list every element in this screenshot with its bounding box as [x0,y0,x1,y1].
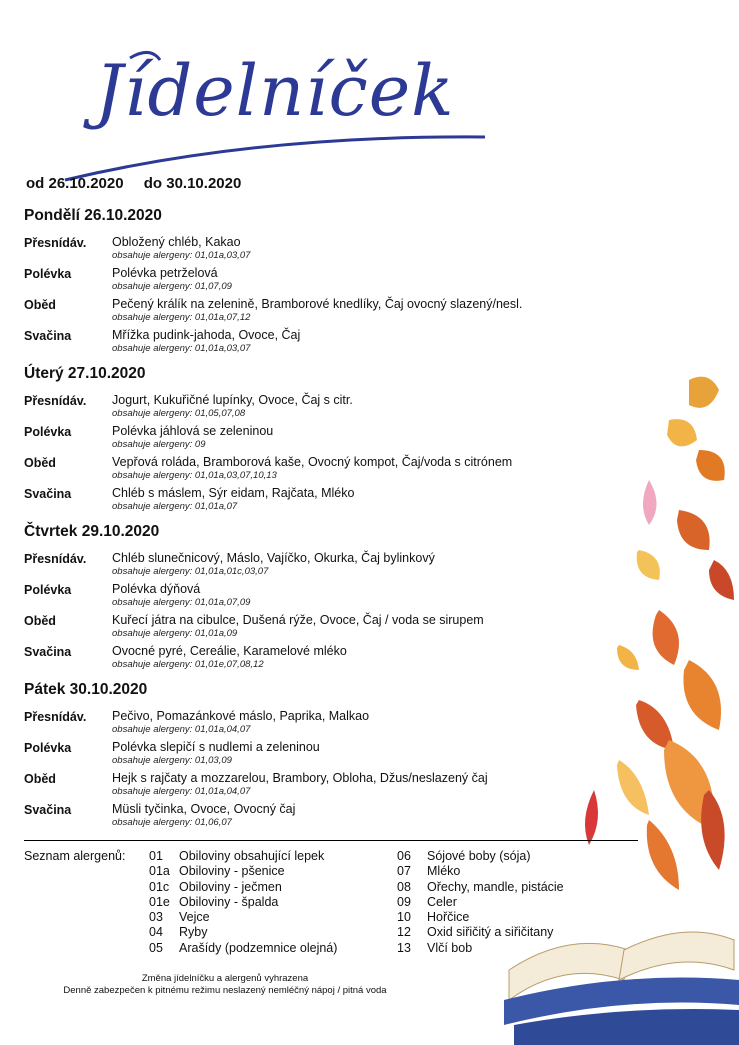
allergen-code: 04 [149,925,163,940]
meal-label: Svačina [24,645,72,659]
day-title: Pondělí 26.10.2020 [24,207,162,224]
allergen-item [397,941,657,956]
meal-allergens: obsahuje alergeny: 01,03,09 [112,755,232,766]
divider [24,840,638,841]
allergen-name: Obiloviny - ječmen [179,879,282,894]
allergen-name: Ořechy, mandle, pistácie [427,879,564,894]
meal-allergens: obsahuje alergeny: 01,06,07 [112,817,232,828]
meal-allergens: obsahuje alergeny: 01,07,09 [112,281,232,292]
allergen-list-label: Seznam alergenů: [24,849,126,863]
allergen-name: Vejce [179,910,210,925]
allergen-name: Obiloviny - špalda [179,894,279,909]
date-from: od 26.10.2020 [26,175,124,192]
allergen-name: Obiloviny obsahující lepek [179,849,325,863]
meal-text: Müsli tyčinka, Ovoce, Ovocný čaj [112,802,296,816]
meal-text: Polévka dýňová [112,582,201,596]
meal-allergens: obsahuje alergeny: 01,01a,04,07 [112,786,251,797]
meal-label: Polévka [24,741,72,755]
allergen-code: 03 [149,910,163,925]
meal-row [24,424,624,455]
meal-row [24,297,624,328]
meal-label: Svačina [24,803,72,817]
meal-row [24,802,624,833]
allergen-name: Arašídy (podzemnice olejná) [179,940,338,955]
meal-allergens: obsahuje alergeny: 01,01a,03,07 [112,250,251,261]
allergen-name: Vlčí bob [427,940,473,955]
allergen-item [397,849,657,864]
allergen-name: Celer [427,894,457,909]
meal-text: Polévka jáhlová se zeleninou [112,424,274,438]
allergen-item [397,910,657,925]
page-title: Jídelníček [95,50,455,132]
allergen-code: 06 [397,849,411,863]
meal-row [24,235,624,266]
meal-row [24,266,624,297]
meal-row [24,771,624,802]
meal-label: Polévka [24,583,72,597]
meal-label: Polévka [24,267,72,281]
meal-row [24,709,624,740]
date-range [26,175,257,192]
allergen-code: 01e [149,894,170,909]
meal-text: Obložený chléb, Kakao [112,235,241,249]
allergen-code: 07 [397,864,411,879]
allergen-item [149,925,409,940]
allergen-item [149,910,409,925]
meal-text: Ovocné pyré, Cereálie, Karamelové mléko [112,644,347,658]
allergen-code: 01c [149,879,170,894]
allergen-column [397,849,657,956]
meal-label: Přesnídáv. [24,236,87,250]
meal-label: Oběd [24,298,56,312]
allergen-item [397,895,657,910]
meal-label: Přesnídáv. [24,394,87,408]
meal-allergens: obsahuje alergeny: 01,01a,07 [112,501,238,512]
allergen-code: 01 [149,849,163,863]
meal-allergens: obsahuje alergeny: 09 [112,439,206,450]
meal-allergens: obsahuje alergeny: 01,01a,03,07,10,13 [112,470,277,481]
allergen-name: Hořčice [427,910,470,925]
day-title: Čtvrtek 29.10.2020 [24,523,160,540]
meal-text: Chléb slunečnicový, Máslo, Vajíčko, Okurka, Čaj bylinkový [112,551,435,565]
meal-label: Oběd [24,614,56,628]
allergen-code: 08 [397,879,411,894]
allergen-item [397,864,657,879]
meal-text: Kuřecí játra na cibulce, Dušená rýže, Ovoce, Čaj / voda se sirupem [112,613,484,627]
date-to: do 30.10.2020 [143,175,242,192]
allergen-code: 12 [397,925,411,940]
meal-row [24,486,624,517]
day-block [24,365,624,517]
meal-text: Jogurt, Kukuřičné lupínky, Ovoce, Čaj s citr. [112,393,353,407]
meal-allergens: obsahuje alergeny: 01,01a,09 [112,628,238,639]
allergen-code: 13 [397,940,411,955]
allergen-code: 01a [149,864,170,879]
meal-text: Hejk s rajčaty a mozzarelou, Brambory, Obloha, Džus/neslazený čaj [112,771,488,785]
allergen-item [149,864,409,879]
note-line: Změna jídelníčku a alergenů vyhrazena [141,973,309,984]
meal-text: Polévka petrželová [112,266,218,280]
meal-label: Polévka [24,425,72,439]
meal-allergens: obsahuje alergeny: 01,05,07,08 [112,408,246,419]
meal-label: Svačina [24,329,72,343]
meal-row [24,644,624,675]
meal-text: Pečivo, Pomazánkové máslo, Paprika, Malkao [112,709,370,723]
allergen-item [149,880,409,895]
day-block [24,681,624,833]
allergen-name: Mléko [427,864,461,879]
meal-allergens: obsahuje alergeny: 01,01a,03,07 [112,343,251,354]
weekly-menu [24,207,624,839]
meal-label: Svačina [24,487,72,501]
allergen-item [397,925,657,940]
meal-row [24,328,624,359]
allergen-name: Ryby [179,925,208,940]
meal-label: Oběd [24,456,56,470]
allergen-column [149,849,409,956]
meal-allergens: obsahuje alergeny: 01,01a,04,07 [112,724,251,735]
meal-allergens: obsahuje alergeny: 01,01a,01c,03,07 [112,566,269,577]
meal-label: Oběd [24,772,56,786]
meal-text: Chléb s máslem, Sýr eidam, Rajčata, Mléko [112,486,355,500]
allergen-item [397,880,657,895]
allergen-item [149,849,409,864]
allergen-item [149,941,409,956]
meal-row [24,740,624,771]
day-block [24,523,624,675]
allergen-item [149,895,409,910]
footer-notes [25,973,425,997]
allergen-name: Sójové boby (sója) [427,849,531,863]
meal-label: Přesnídáv. [24,710,87,724]
allergen-code: 05 [149,940,163,955]
day-title: Pátek 30.10.2020 [24,681,148,698]
meal-text: Polévka slepičí s nudlemi a zeleninou [112,740,320,754]
allergen-name: Oxid siřičitý a siřičitany [427,925,554,940]
meal-row [24,455,624,486]
meal-text: Pečený králík na zelenině, Bramborové knedlíky, Čaj ovocný slazený/nesl. [112,297,523,311]
meal-row [24,393,624,424]
day-block [24,207,624,359]
meal-text: Vepřová roláda, Bramborová kaše, Ovocný kompot, Čaj/voda s citrónem [112,455,513,469]
meal-allergens: obsahuje alergeny: 01,01a,07,12 [112,312,251,323]
meal-label: Přesnídáv. [24,552,87,566]
meal-row [24,582,624,613]
note-line: Denně zabezpečen k pitnému režimu neslazený nemléčný nápoj / pitná voda [63,985,387,996]
meal-allergens: obsahuje alergeny: 01,01e,07,08,12 [112,659,264,670]
meal-allergens: obsahuje alergeny: 01,01a,07,09 [112,597,251,608]
meal-row [24,551,624,582]
meal-text: Mřížka pudink-jahoda, Ovoce, Čaj [112,328,301,342]
allergen-code: 09 [397,894,411,909]
meal-row [24,613,624,644]
allergen-name: Obiloviny - pšenice [179,864,285,879]
allergen-code: 10 [397,910,411,925]
day-title: Úterý 27.10.2020 [24,365,146,382]
